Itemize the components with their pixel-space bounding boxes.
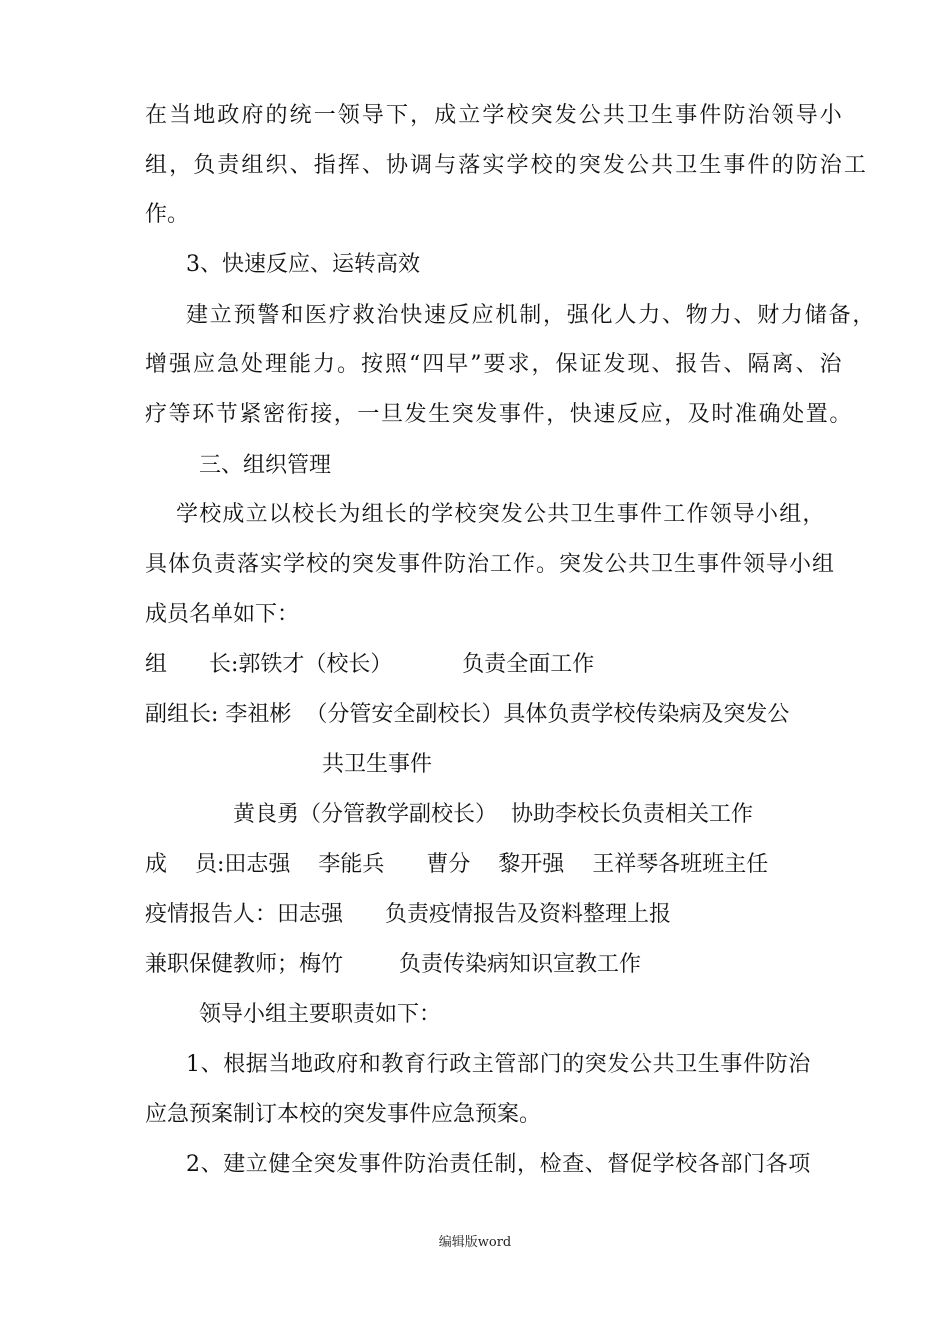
text-line: 在当地政府的统一领导下，成立学校突发公共卫生事件防治领导小 [145,103,844,128]
member-leader: 组 长:郭铁才（校长） 负责全面工作 [145,652,595,677]
text-line: 建立预警和医疗救治快速反应机制，强化人力、物力、财力储备， [186,303,877,328]
member-list: 成 员:田志强 李能兵 曹分 黎开强 王祥琴各班班主任 [145,852,769,877]
member-reporter: 疫情报告人：田志强 负责疫情报告及资料整理上报 [145,902,671,927]
text-line: 组，负责组织、指挥、协调与落实学校的突发公共卫生事件的防治工 [145,153,869,178]
text-line: 1、根据当地政府和教育行政主管部门的突发公共卫生事件防治 [186,1052,811,1077]
text-line: 2、建立健全突发事件防治责任制，检查、督促学校各部门各项 [186,1152,811,1177]
text-line: 学校成立以校长为组长的学校突发公共卫生事件工作领导小组， [176,502,826,527]
text-line: 增强应急处理能力。按照“四早”要求，保证发现、报告、隔离、治 [145,352,844,377]
text-line: 作。 [145,202,190,227]
text-line: 成员名单如下： [145,602,300,627]
member-health-teacher: 兼职保健教师；梅竹 负责传染病知识宣教工作 [145,952,641,977]
member-vice-leader-2: 黄良勇（分管教学副校长） 协助李校长负责相关工作 [233,802,753,827]
text-line: 应急预案制订本校的突发事件应急预案。 [145,1102,542,1127]
text-line: 共卫生事件 [322,752,433,777]
section-heading: 三、组织管理 [199,453,332,478]
section-heading: 领导小组主要职责如下： [199,1002,442,1027]
page-footer: 编辑版word [438,1235,512,1250]
member-vice-leader: 副组长: 李祖彬 （分管安全副校长）具体负责学校传染病及突发公 [145,702,790,727]
text-line: 疗等环节紧密衔接，一旦发生突发事件，快速反应，及时准确处置。 [145,402,854,427]
text-line: 具体负责落实学校的突发事件防治工作。突发公共卫生事件领导小组 [145,552,836,577]
section-heading: 3、快速反应、运转高效 [186,252,420,277]
